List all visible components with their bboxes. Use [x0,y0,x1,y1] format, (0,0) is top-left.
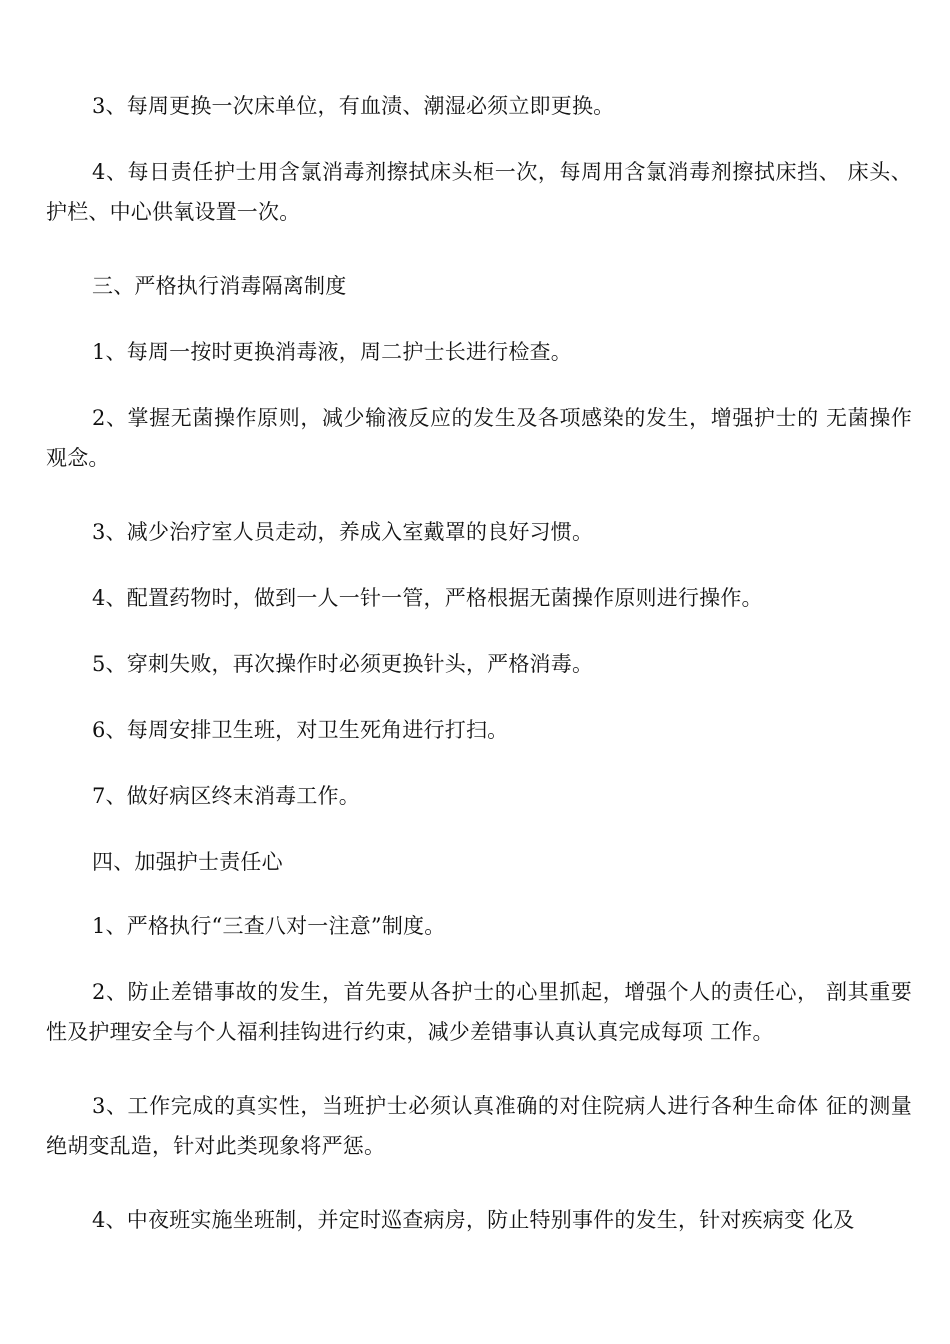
paragraph-terminal-disinfection: 7、做好病区终末消毒工作。 [92,784,360,808]
section-heading-disinfection: 三、严格执行消毒隔离制度 [92,274,347,298]
paragraph-treatment-room: 3、减少治疗室人员走动，养成入室戴罩的良好习惯。 [92,520,594,544]
paragraph-bed-unit-change: 3、每周更换一次床单位，有血渍、潮湿必须立即更换。 [92,94,615,118]
paragraph-drug-preparation: 4、配置药物时，做到一人一针一管，严格根据无菌操作原则进行操作。 [92,586,763,610]
paragraph-three-checks: 1、严格执行“三查八对一注意”制度。 [92,914,446,938]
paragraph-night-shift: 4、中夜班实施坐班制，并定时巡查病房，防止特别事件的发生，针对疾病变 化及 [92,1208,855,1232]
paragraph-hygiene-shift: 6、每周安排卫生班，对卫生死角进行打扫。 [92,718,509,742]
paragraph-disinfectant-change: 1、每周一按时更换消毒液，周二护士长进行检查。 [92,340,572,364]
paragraph-chlorine-wipe: 4、每日责任护士用含氯消毒剂擦拭床头柜一次，每周用含氯消毒剂擦拭床挡、 床头、护栏、中心供氧设置一次。 [46,160,912,224]
section-heading-responsibility: 四、加强护士责任心 [92,850,283,874]
paragraph-vital-signs: 3、工作完成的真实性，当班护士必须认真准确的对住院病人进行各种生命体 征的测量绝胡变乱造，针对此类现象将严惩。 [46,1094,912,1158]
paragraph-puncture-failure: 5、穿刺失败，再次操作时必须更换针头，严格消毒。 [92,652,594,676]
paragraph-aseptic-principle: 2、掌握无菌操作原则，减少输液反应的发生及各项感染的发生，增强护士的 无菌操作观念。 [46,406,912,470]
paragraph-error-prevention: 2、防止差错事故的发生，首先要从各护士的心里抓起，增强个人的责任心， 剖其重要性及护理安全与个人福利挂钩进行约束，减少差错事认真认真完成每项 工作。 [46,980,912,1044]
